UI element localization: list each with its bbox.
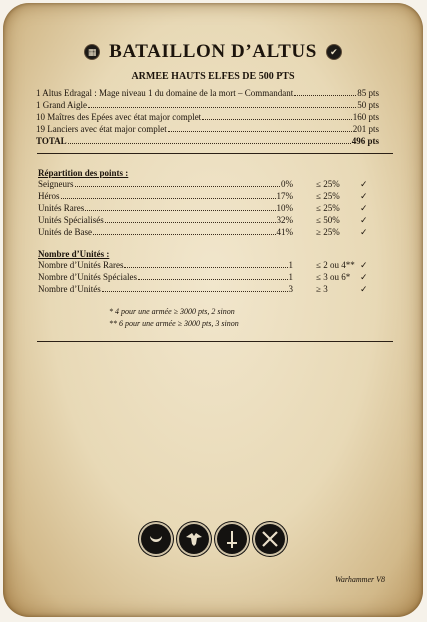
row-value: 3 — [288, 284, 293, 294]
row-value: 1 — [288, 260, 293, 270]
nombre-row — [38, 284, 373, 295]
crescent-moon-icon — [141, 524, 171, 554]
title-row — [3, 41, 423, 63]
row-label: Unités Rares — [38, 203, 85, 213]
footnote: * 4 pour une armée ≥ 3000 pts, 2 sinon — [109, 307, 235, 316]
unit-points: 85 pts — [357, 88, 379, 98]
crossed-swords-icon — [255, 524, 285, 554]
check-badge-icon: ✔ — [327, 45, 341, 59]
total-points: 496 pts — [351, 136, 379, 146]
unit-line — [36, 87, 379, 98]
row-value: 41% — [276, 227, 293, 237]
row-value: 1 — [288, 272, 293, 282]
row-condition: ≤ 50% — [316, 215, 340, 225]
army-subtitle: ARMEE HAUTS ELFES DE 500 PTS — [131, 71, 295, 82]
row-condition: ≥ 25% — [316, 227, 340, 237]
footer-label: Warhammer V8 — [334, 575, 385, 584]
row-label: Seigneurs — [38, 179, 74, 189]
footnote: ** 6 pour une armée ≥ 3000 pts, 3 sinon — [109, 319, 239, 328]
unit-label: 19 Lanciers avec état major complet — [36, 124, 167, 134]
check-icon: ✓ — [360, 215, 368, 225]
row-label: Nombre d’Unités — [38, 284, 101, 294]
book-emblem-icon: ▦ — [85, 45, 99, 59]
check-icon: ✓ — [360, 191, 368, 201]
row-label: Unités Spécialisés — [38, 215, 104, 225]
repartition-row — [38, 227, 373, 238]
check-icon: ✓ — [360, 203, 368, 213]
row-condition: ≤ 3 ou 6* — [316, 272, 351, 282]
eagle-icon — [179, 524, 209, 554]
repartition-heading: Répartition des points : — [38, 168, 129, 178]
army-card — [3, 3, 423, 617]
repartition-row — [38, 191, 373, 202]
row-label: Héros — [38, 191, 60, 201]
row-condition: ≤ 25% — [316, 179, 340, 189]
nombre-heading: Nombre d’Unités : — [38, 249, 110, 259]
check-icon: ✓ — [360, 284, 368, 294]
row-condition: ≤ 25% — [316, 203, 340, 213]
row-value: 10% — [276, 203, 293, 213]
row-condition: ≤ 25% — [316, 191, 340, 201]
row-label: Nombre d’Unités Rares — [38, 260, 124, 270]
total-line — [36, 135, 379, 146]
row-condition: ≤ 2 ou 4** — [316, 260, 355, 270]
nombre-row — [38, 260, 373, 271]
divider — [37, 341, 393, 342]
row-value: 0% — [281, 179, 293, 189]
unit-line — [36, 111, 379, 122]
unit-label: 1 Altus Edragal : Mage niveau 1 du domaine de la mort – Commandant — [36, 88, 294, 98]
repartition-row — [38, 203, 373, 214]
army-title: BATAILLON D’ALTUS — [109, 41, 317, 62]
divider — [37, 153, 393, 154]
unit-points: 160 pts — [352, 112, 379, 122]
unit-points: 50 pts — [357, 100, 379, 110]
repartition-row — [38, 179, 373, 190]
row-label: Nombre d’Unités Spéciales — [38, 272, 137, 282]
sword-icon — [217, 524, 247, 554]
total-label: TOTAL — [36, 136, 67, 146]
repartition-row — [38, 215, 373, 226]
unit-line — [36, 123, 379, 134]
check-icon: ✓ — [360, 227, 368, 237]
unit-label: 1 Grand Aigle — [36, 100, 87, 110]
row-value: 17% — [276, 191, 293, 201]
check-icon: ✓ — [360, 179, 368, 189]
row-value: 32% — [276, 215, 293, 225]
nombre-row — [38, 272, 373, 283]
row-condition: ≥ 3 — [316, 284, 328, 294]
check-icon: ✓ — [360, 260, 368, 270]
unit-points: 201 pts — [352, 124, 379, 134]
unit-label: 10 Maîtres des Epées avec état major complet — [36, 112, 202, 122]
icon-row — [3, 524, 423, 554]
check-icon: ✓ — [360, 272, 368, 282]
unit-line — [36, 99, 379, 110]
row-label: Unités de Base — [38, 227, 92, 237]
